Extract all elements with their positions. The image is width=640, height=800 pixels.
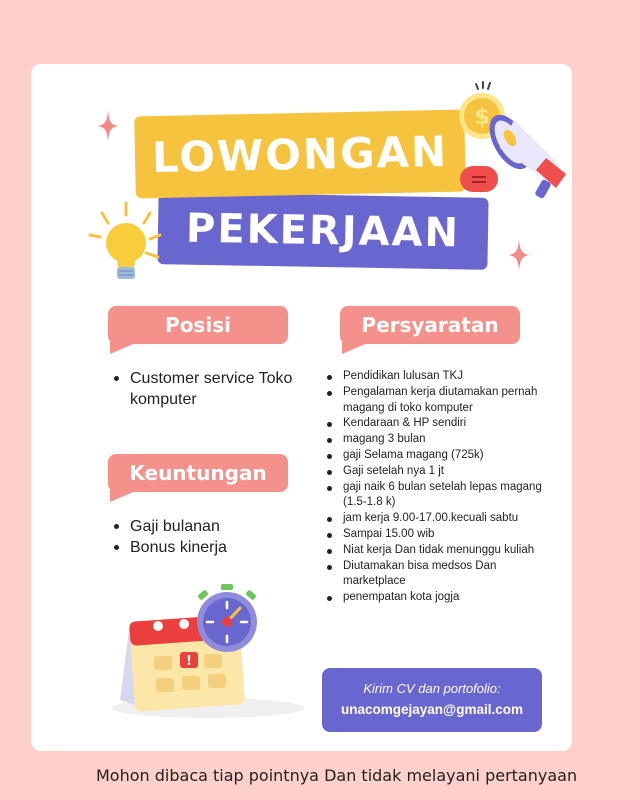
- list-item: jam kerja 9.00-17.00.kecuali sabtu: [323, 511, 553, 527]
- list-item: gaji naik 6 bulan setelah lepas magang (1.5-1.8 k): [323, 480, 553, 512]
- stopwatch-icon: [192, 584, 262, 654]
- posisi-list: [110, 368, 310, 410]
- list-item: Gaji setelah nya 1 jt: [323, 464, 553, 480]
- title-banner-line1: [134, 110, 466, 199]
- keuntungan-list: [110, 516, 310, 558]
- email-link[interactable]: unacomgejayan@gmail.com: [341, 702, 523, 717]
- lightbulb-icon: [84, 195, 164, 285]
- title-line1: LOWONGAN: [151, 126, 449, 182]
- svg-text:!: !: [186, 654, 192, 669]
- list-item: Pengalaman kerja diutamakan pernah magang di toko komputer: [323, 385, 553, 417]
- footer-note: Mohon dibaca tiap pointnya Dan tidak melayani pertanyaan: [96, 766, 578, 785]
- posisi-label: Posisi: [108, 306, 288, 344]
- list-item: Sampai 15.00 wib: [323, 527, 553, 543]
- list-item: Diutamakan bisa medsos Dan marketplace: [323, 559, 553, 591]
- list-item: magang 3 bulan: [323, 432, 553, 448]
- list-item: Customer service Toko komputer: [110, 368, 310, 410]
- list-item: gaji Selama magang (725k): [323, 448, 553, 464]
- keuntungan-label: Keuntungan: [108, 454, 288, 492]
- persyaratan-label: Persyaratan: [340, 306, 520, 344]
- list-item: Niat kerja Dan tidak menunggu kuliah: [323, 543, 553, 559]
- sparkle-icon: [97, 110, 119, 142]
- cta-label: Kirim CV dan portofolio:: [363, 681, 501, 696]
- title-line2: PEKERJAAN: [185, 205, 461, 257]
- sparkle-icon: [508, 237, 530, 273]
- list-item: Pendidikan lulusan TKJ: [323, 369, 553, 385]
- list-item: Kendaraan & HP sendiri: [323, 416, 553, 432]
- cta-box: [322, 668, 542, 732]
- list-item: penempatan kota jogja: [323, 590, 553, 606]
- list-item: Gaji bulanan: [110, 516, 310, 537]
- persyaratan-list: [323, 369, 553, 606]
- svg-text:$: $: [474, 105, 490, 130]
- speech-bubble-icon: [458, 164, 502, 196]
- title-banner-line2: [157, 192, 488, 270]
- list-item: Bonus kinerja: [110, 537, 310, 558]
